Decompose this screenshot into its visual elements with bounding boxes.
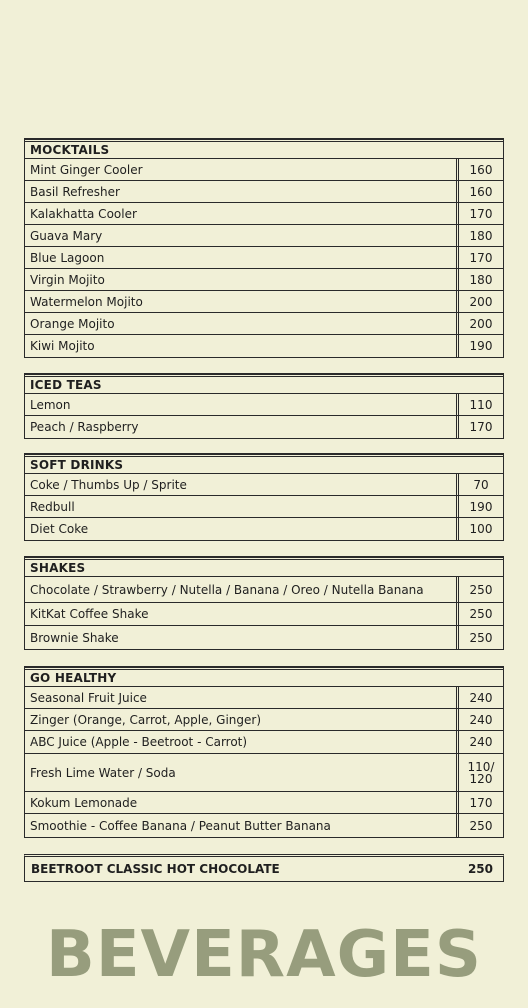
section-soft-drinks [24, 453, 504, 541]
section-title: SHAKES [25, 557, 503, 577]
menu-row [25, 626, 503, 649]
item-name: Chocolate / Strawberry / Nutella / Banana / Oreo / Nutella Banana [25, 577, 459, 602]
item-name: Virgin Mojito [25, 269, 459, 290]
menu-row [25, 518, 503, 540]
item-price: 190 [469, 499, 493, 514]
menu-row [25, 792, 503, 814]
item-name: Redbull [25, 496, 459, 517]
menu-row [25, 731, 503, 754]
item-name: Zinger (Orange, Carrot, Apple, Ginger) [25, 709, 459, 730]
item-price: 250 [469, 582, 493, 597]
menu-row [25, 496, 503, 518]
menu-row [25, 474, 503, 496]
item-name: Kalakhatta Cooler [25, 203, 459, 224]
item-name: Watermelon Mojito [25, 291, 459, 312]
item-name: Brownie Shake [25, 626, 459, 649]
item-name: Basil Refresher [25, 181, 459, 202]
menu-row [25, 814, 503, 837]
item-price: 240 [469, 712, 493, 727]
item-name: Guava Mary [25, 225, 459, 246]
item-price: 170 [469, 420, 493, 434]
special-price: 250 [467, 862, 493, 876]
item-name: ABC Juice (Apple - Beetroot - Carrot) [25, 731, 459, 753]
menu-row [25, 709, 503, 731]
menu-row [25, 754, 503, 792]
item-name: KitKat Coffee Shake [25, 603, 459, 625]
item-name: Kokum Lemonade [25, 792, 459, 813]
menu-row [25, 269, 503, 291]
item-name: Smoothie - Coffee Banana / Peanut Butter Banana [25, 814, 459, 837]
item-price: 240 [469, 690, 493, 705]
item-price: 170 [469, 206, 493, 221]
item-name: Seasonal Fruit Juice [25, 687, 459, 708]
item-price: 70 [473, 477, 489, 492]
item-price: 250 [469, 630, 493, 645]
menu-row [25, 603, 503, 626]
item-price: 100 [469, 522, 493, 536]
item-price: 170 [469, 795, 493, 810]
item-price: 200 [469, 294, 493, 309]
item-price: 110/ 120 [467, 759, 495, 786]
item-price: 250 [469, 607, 493, 621]
item-price: 180 [469, 272, 493, 287]
menu-row [25, 291, 503, 313]
special-name: BEETROOT CLASSIC HOT CHOCOLATE [31, 862, 280, 876]
item-price: 180 [469, 228, 493, 243]
section-title: MOCKTAILS [25, 139, 503, 159]
menu-row [25, 577, 503, 603]
menu-row [25, 203, 503, 225]
menu-row [25, 313, 503, 335]
item-name: Peach / Raspberry [25, 416, 459, 438]
item-price: 190 [469, 339, 493, 353]
section-title: GO HEALTHY [25, 667, 503, 687]
menu-row [25, 394, 503, 416]
item-name: Diet Coke [25, 518, 459, 540]
item-price: 250 [469, 818, 493, 833]
section-iced-teas [24, 373, 504, 439]
menu-row [25, 247, 503, 269]
item-name: Coke / Thumbs Up / Sprite [25, 474, 459, 495]
item-price: 160 [469, 162, 493, 177]
menu-row [25, 416, 503, 438]
special-item [24, 854, 504, 882]
item-price: 110 [469, 397, 493, 412]
item-name: Mint Ginger Cooler [25, 159, 459, 180]
section-shakes [24, 556, 504, 650]
page-title: BEVERAGES [46, 918, 482, 992]
item-price: 240 [469, 735, 493, 749]
menu-row [25, 687, 503, 709]
menu-row [25, 225, 503, 247]
item-price: 160 [469, 184, 493, 199]
menu-row [25, 335, 503, 357]
item-name: Kiwi Mojito [25, 335, 459, 357]
section-mocktails [24, 138, 504, 358]
section-go-healthy [24, 666, 504, 838]
section-title: SOFT DRINKS [25, 454, 503, 474]
item-price: 170 [469, 250, 493, 265]
menu-row [25, 181, 503, 203]
section-title: ICED TEAS [25, 374, 503, 394]
item-name: Fresh Lime Water / Soda [25, 754, 459, 791]
menu-row [25, 159, 503, 181]
item-name: Lemon [25, 394, 459, 415]
item-price: 200 [469, 316, 493, 331]
item-name: Orange Mojito [25, 313, 459, 334]
item-name: Blue Lagoon [25, 247, 459, 268]
